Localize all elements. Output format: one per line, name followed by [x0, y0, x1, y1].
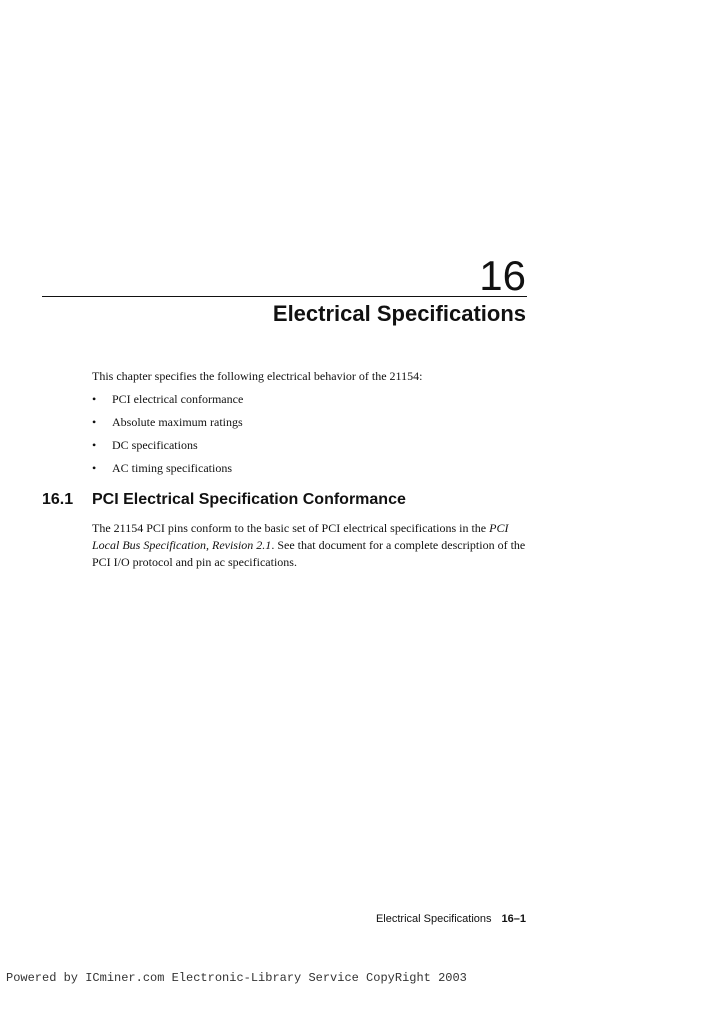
section-number: 16.1 — [42, 491, 74, 508]
bullet-icon: • — [92, 438, 97, 452]
list-item-text: Absolute maximum ratings — [112, 415, 243, 429]
page-footer — [376, 912, 526, 926]
footer-title: Electrical Specifications — [375, 913, 492, 925]
spec-reference: PCI Local Bus Specification, Revision 2.1 — [92, 521, 509, 552]
chapter-rule — [42, 296, 527, 297]
bullet-icon: • — [92, 461, 97, 475]
section-body — [92, 520, 532, 571]
list-item — [92, 460, 243, 483]
bullet-list — [92, 391, 243, 483]
list-item-text: AC timing specifications — [112, 461, 232, 475]
list-item — [92, 437, 243, 460]
watermark-text: Powered by ICminer.com Electronic-Library Service CopyRight 2003 — [6, 971, 467, 985]
section-body-text-end: . See that document for a complete description of the PCI I/O protocol and pin ac specifications. — [92, 538, 526, 569]
chapter-number: 16 — [479, 252, 526, 299]
list-item-text: PCI electrical conformance — [112, 392, 244, 406]
section-title: PCI Electrical Specification Conformance — [92, 491, 406, 508]
list-item — [92, 391, 243, 414]
page-number: 16–1 — [501, 913, 526, 925]
chapter-title: Electrical Specifications — [272, 301, 526, 326]
section-heading — [42, 490, 406, 510]
bullet-icon: • — [92, 392, 97, 406]
list-item — [92, 414, 243, 437]
section-body-text-start: The 21154 PCI pins conform to the basic set of PCI electrical specifications in the — [92, 521, 490, 535]
list-item-text: DC specifications — [112, 438, 198, 452]
bullet-icon: • — [92, 415, 97, 429]
intro-paragraph: This chapter specifies the following electrical behavior of the 21154: — [92, 369, 423, 383]
